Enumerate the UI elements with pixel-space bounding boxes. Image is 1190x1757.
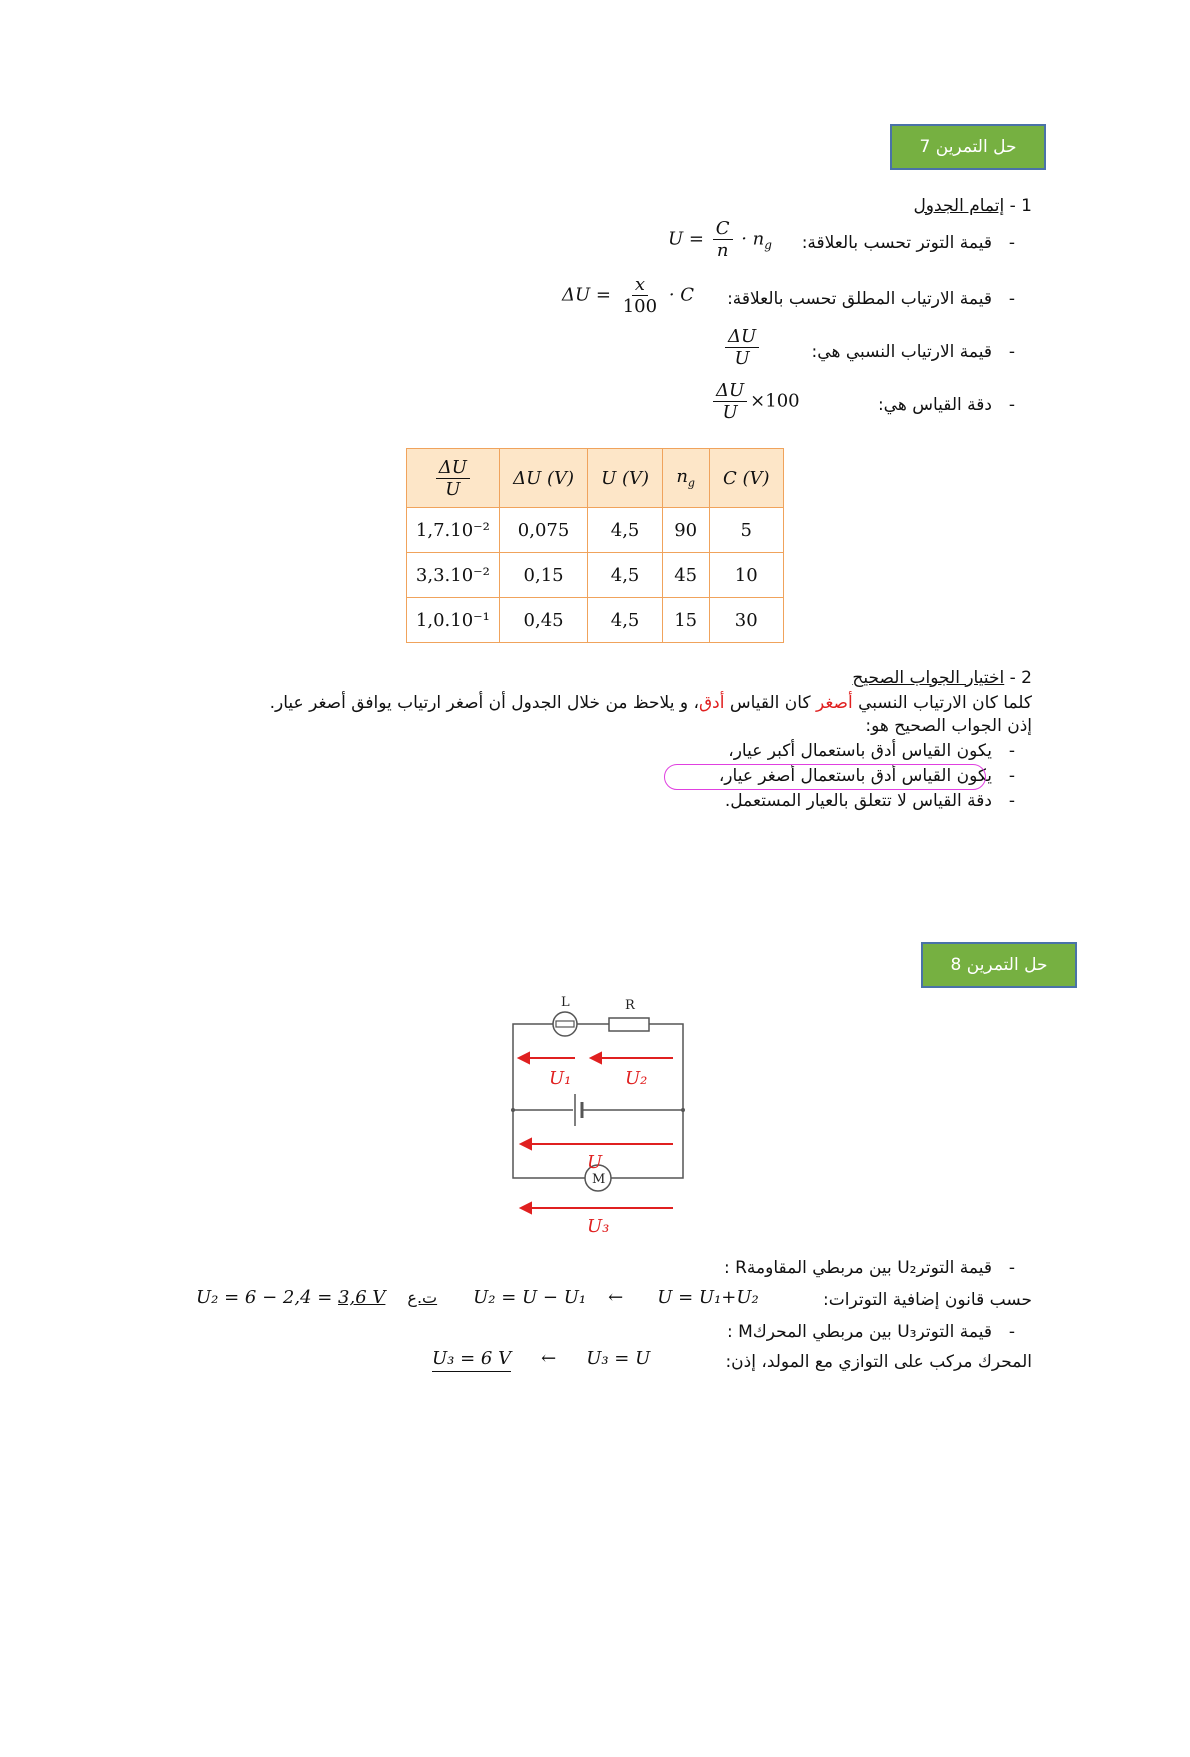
header-relative: $\frac{\Delta U}{U}$ bbox=[407, 449, 500, 508]
ex8-step-u3: -قيمة التوترU₃ بين مربطي المحركM : bbox=[726, 1322, 1016, 1342]
correct-answer-circle bbox=[664, 764, 986, 790]
table-cell: 0,45 bbox=[499, 598, 588, 643]
bullet-voltage-text: قيمة التوتر تحسب بالعلاقة: bbox=[801, 233, 992, 253]
highlight-smaller: أصغر bbox=[815, 693, 853, 713]
circuit-diagram bbox=[505, 996, 685, 1236]
ex8-arrow-2: ← bbox=[541, 1348, 557, 1369]
table-row bbox=[407, 553, 784, 598]
table-cell: 3,3.10⁻² bbox=[407, 553, 500, 598]
arrow-u-icon bbox=[521, 1139, 531, 1149]
lamp-icon bbox=[553, 1012, 577, 1036]
part2-heading bbox=[852, 668, 1032, 688]
table-cell: 0,15 bbox=[499, 553, 588, 598]
table-cell: 1,7.10⁻² bbox=[407, 508, 500, 553]
table-cell: 45 bbox=[662, 553, 709, 598]
ex8-u3-equals-u: U₃ = U bbox=[586, 1348, 651, 1369]
arrow-u1-icon bbox=[519, 1053, 529, 1063]
u1-label: U₁ bbox=[549, 1068, 572, 1089]
formula-absolute-uncertainty: ΔU = $\frac{x}{100}$ · C bbox=[562, 274, 695, 317]
measurement-table bbox=[406, 448, 784, 643]
part2-number: 2 - bbox=[1009, 668, 1032, 688]
ex8-u2-result: 3,6 V bbox=[338, 1287, 386, 1308]
table-cell: 1,0.10⁻¹ bbox=[407, 598, 500, 643]
header-ng: $n_g$ bbox=[662, 449, 709, 508]
table-cell: 90 bbox=[662, 508, 709, 553]
u3-label: U₃ bbox=[587, 1216, 610, 1236]
bullet-precision-text: دقة القياس هي: bbox=[877, 395, 992, 415]
ex8-arrow-1: ← bbox=[608, 1287, 624, 1308]
battery-icon bbox=[575, 1094, 582, 1126]
formula-precision: $\frac{\Delta U}{U}$ ×100 bbox=[710, 380, 800, 423]
motor-label: M bbox=[592, 1172, 606, 1187]
ex8-parallel-formulas bbox=[432, 1348, 650, 1372]
option-independent: -دقة القياس لا تتعلق بالعيار المستعمل. bbox=[724, 791, 1016, 811]
ex8-u2-formula: U₂ = U − U₁ bbox=[473, 1287, 587, 1308]
table-cell: 4,5 bbox=[588, 598, 662, 643]
highlight-more-precise: أدق bbox=[698, 693, 725, 713]
table-row bbox=[407, 508, 784, 553]
part1-heading bbox=[913, 196, 1032, 216]
formula-relative-uncertainty: $\frac{\Delta U}{U}$ bbox=[722, 326, 762, 369]
u-label: U bbox=[587, 1152, 603, 1173]
exercise-7-banner: حل التمرين 7 bbox=[890, 124, 1046, 170]
bullet-relative-text: قيمة الارتياب النسبي هي: bbox=[811, 342, 992, 362]
table-cell: 4,5 bbox=[588, 508, 662, 553]
part2-explanation: كلما كان الارتياب النسبي أصغر كان القياس أدق، و يلاحظ من خلال الجدول أن أصغر ارتياب يوافق أصغر عيار. bbox=[269, 693, 1032, 713]
bullet-absolute-text: قيمة الارتياب المطلق تحسب بالعلاقة: bbox=[727, 289, 992, 309]
u2-label: U₂ bbox=[625, 1068, 648, 1089]
exercise-8-banner: حل التمرين 8 bbox=[921, 942, 1077, 988]
table-cell: 5 bbox=[709, 508, 783, 553]
ex8-numeric-application: ت.ع bbox=[407, 1288, 438, 1307]
option-largest-caliber: -يكون القياس أدق باستعمال أكبر عيار، bbox=[728, 741, 1016, 761]
arrow-u3-icon bbox=[521, 1203, 531, 1213]
header-absolute: ΔU (V) bbox=[499, 449, 588, 508]
table-cell: 10 bbox=[709, 553, 783, 598]
table-cell: 0,075 bbox=[499, 508, 588, 553]
header-caliber: C (V) bbox=[709, 449, 783, 508]
ex8-u3-result: U₃ = 6 V bbox=[432, 1348, 511, 1372]
table-cell: 15 bbox=[662, 598, 709, 643]
table-header-row bbox=[407, 449, 784, 508]
table-cell: 30 bbox=[709, 598, 783, 643]
formula-voltage: U = $\frac{C}{n}$ · $n_g$ bbox=[668, 218, 772, 261]
ex8-step-u2: -قيمة التوترU₂ بين مربطي المقاومةR : bbox=[723, 1258, 1016, 1278]
part2-conclusion: إذن الجواب الصحيح هو: bbox=[865, 716, 1032, 736]
bullet-precision: -دقة القياس هي: bbox=[877, 395, 1016, 415]
bullet-absolute-uncertainty: -قيمة الارتياب المطلق تحسب بالعلاقة: bbox=[727, 289, 1016, 309]
table-row bbox=[407, 598, 784, 643]
option-smallest-caliber: -يكون القياس أدق باستعمال أصغر عيار، bbox=[718, 766, 1016, 786]
header-voltage: U (V) bbox=[588, 449, 662, 508]
part1-number: 1 - bbox=[1009, 196, 1032, 216]
ex8-voltage-addition-text: حسب قانون إضافية التوترات: bbox=[823, 1290, 1032, 1310]
resistor-icon bbox=[609, 1018, 649, 1031]
part1-title: إتمام الجدول bbox=[913, 196, 1005, 216]
bullet-voltage: -قيمة التوتر تحسب بالعلاقة: bbox=[801, 233, 1016, 253]
lamp-label: L bbox=[561, 996, 570, 1010]
resistor-label: R bbox=[625, 998, 635, 1013]
ex8-parallel-text: المحرك مركب على التوازي مع المولد، إذن: bbox=[725, 1352, 1032, 1372]
ex8-u2-calc: U₂ = 6 − 2,4 = bbox=[196, 1287, 339, 1308]
bullet-relative-uncertainty: -قيمة الارتياب النسبي هي: bbox=[811, 342, 1016, 362]
ex8-voltage-addition-formulas bbox=[196, 1287, 759, 1308]
ex8-addition-law: U = U₁+U₂ bbox=[657, 1287, 759, 1308]
part2-title: اختيار الجواب الصحيح bbox=[852, 668, 1005, 688]
table-cell: 4,5 bbox=[588, 553, 662, 598]
arrow-u2-icon bbox=[591, 1053, 601, 1063]
